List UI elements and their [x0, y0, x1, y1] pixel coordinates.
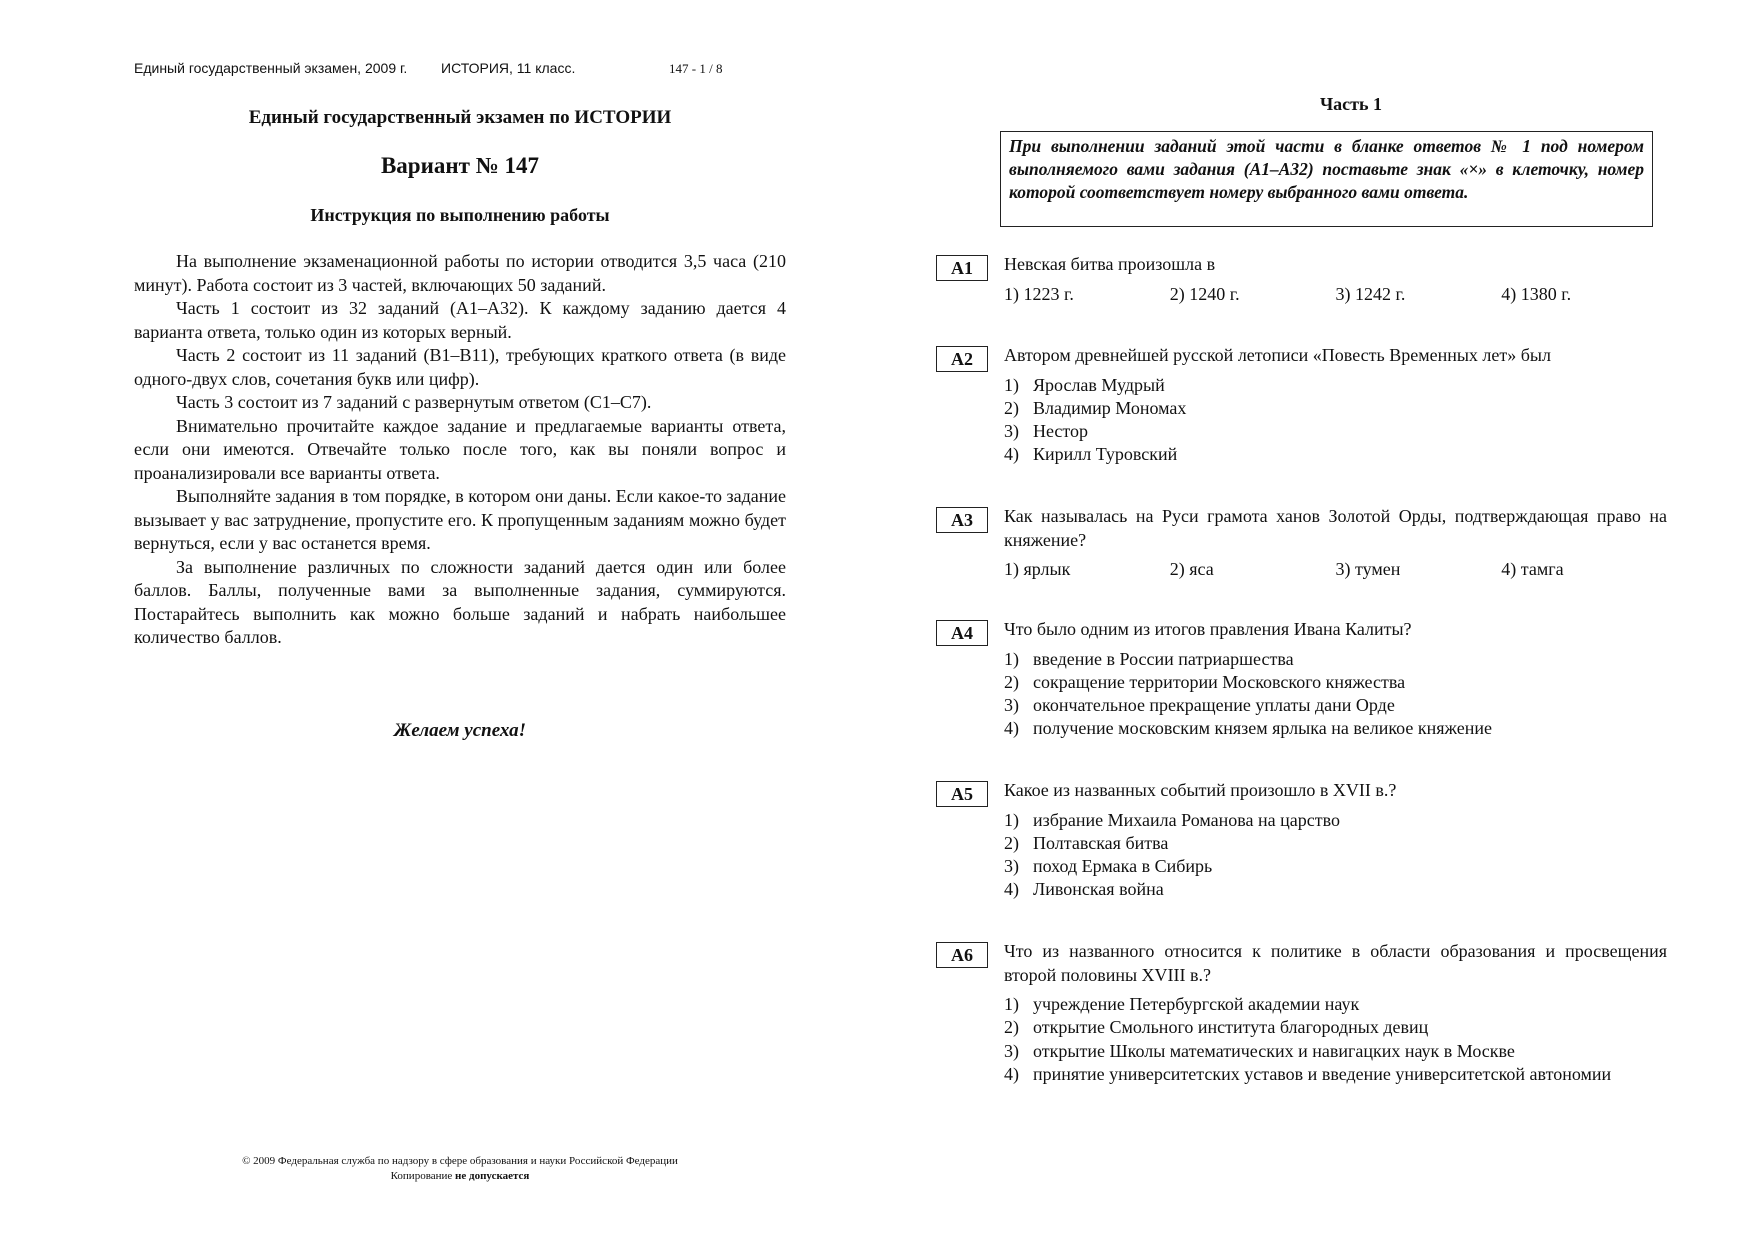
instruction-paragraph: На выполнение экзаменационной работы по истории отводится 3,5 часа (210 минут). Работа состоит из 3 частей, включающих 50 заданий. [134, 251, 786, 295]
task-option: 2) 1240 г. [1169, 283, 1240, 304]
task-option: 4) получение московским князем ярлыка на великое княжение [1004, 718, 1492, 739]
task-label: А5 [936, 781, 988, 807]
task-option: 1) 1223 г. [1004, 283, 1074, 304]
instruction-paragraph: Часть 3 состоит из 7 заданий с развернутым ответом (С1–С7). [176, 392, 652, 412]
task-options [1004, 558, 1667, 581]
instruction-text [134, 250, 786, 650]
part-title: Часть 1 [1319, 94, 1383, 114]
task-label: А6 [936, 942, 988, 968]
task-question: Что из названного относится к политике в области образования и просвещения второй половины XVIII в.? [1004, 941, 1667, 985]
task-option: 1) введение в России патриаршества [1004, 648, 1294, 669]
task-options [1004, 374, 1667, 467]
footer [134, 1154, 786, 1184]
header-exam: Единый государственный экзамен, 2009 г. [134, 60, 408, 76]
task-question: Как называлась на Руси грамота ханов Золотой Орды, подтверждающая право на княжение? [1004, 506, 1667, 550]
instruction-title: Инструкция по выполнению работы [310, 205, 610, 225]
task-option: 3) открытие Школы математических и навигацких наук в Москве [1004, 1040, 1515, 1061]
part-instruction-box: При выполнении заданий этой части в бланке ответов № 1 под номером выполняемого вами задания (А1–А32) поставьте знак «×» в клеточку, номер которой соответствует номеру выбранного вами ответа. [1000, 131, 1653, 227]
task-option: 3) тумен [1335, 559, 1401, 579]
task-question: Что было одним из итогов правления Ивана Калиты? [1004, 619, 1412, 639]
footer-copyright: © 2009 Федеральная служба по надзору в сфере образования и науки Российской Федерации [242, 1155, 678, 1167]
main-title: Единый государственный экзамен по ИСТОРИИ [248, 107, 672, 128]
instruction-paragraph: Выполняйте задания в том порядке, в котором они даны. Если какое-то задание вызывает у вас затруднение, пропустите его. К пропущенным заданиям можно будет вернуться, если у вас останется время. [134, 486, 786, 553]
task-label: А3 [936, 507, 988, 533]
task-option: 4) 1380 г. [1501, 283, 1572, 304]
instruction-paragraph: Часть 1 состоит из 32 заданий (А1–А32). К каждому заданию дается 4 варианта ответа, только один из которых верный. [134, 298, 786, 342]
task-option: 3) окончательное прекращение уплаты дани Орде [1004, 695, 1395, 716]
task-option: 2) яса [1169, 559, 1214, 579]
task-options [1004, 993, 1667, 1086]
task-question: Какое из названных событий произошло в XVII в.? [1004, 780, 1397, 800]
footer-copy-notice [134, 1169, 786, 1184]
task-label: А4 [936, 620, 988, 646]
instruction-paragraph: Внимательно прочитайте каждое задание и предлагаемые варианты ответа, если они имеются. Отвечайте только после того, как вы поняли вопрос и проанализировали все варианты ответа. [134, 415, 786, 483]
task-option: 2) Владимир Мономах [1004, 397, 1187, 418]
task-option: 4) принятие университетских уставов и введение университетской автономии [1004, 1063, 1612, 1084]
task-option: 4) Кирилл Туровский [1004, 444, 1178, 465]
task-option: 3) Нестор [1004, 421, 1089, 442]
variant-title: Вариант № 147 [380, 153, 540, 178]
task-options [1004, 648, 1667, 741]
wish-text: Желаем успеха! [393, 720, 527, 741]
header-page-number: 147 - 1 / 8 [669, 61, 723, 76]
task-options [1004, 283, 1667, 306]
task-label: А1 [936, 255, 988, 281]
instruction-paragraph: За выполнение различных по сложности заданий дается один или более баллов. Баллы, полученные вами за выполненные задания, суммируются. Постарайтесь выполнить как можно больше заданий и набрать наибольшее количество баллов. [134, 556, 786, 647]
footer-copy-bold: не допускается [455, 1170, 530, 1182]
task-question: Невская битва произошла в [1004, 254, 1216, 274]
task-option: 1) ярлык [1004, 559, 1071, 579]
task-option: 2) сокращение территории Московского княжества [1004, 671, 1406, 692]
instruction-paragraph: Часть 2 состоит из 11 заданий (В1–В11), требующих краткого ответа (в виде одного-двух слов, сочетания букв или цифр). [134, 345, 786, 389]
task-options [1004, 809, 1667, 902]
task-option: 3) 1242 г. [1335, 283, 1406, 304]
task-option: 1) Ярослав Мудрый [1004, 374, 1165, 395]
task-option: 4) тамга [1501, 559, 1564, 579]
task-label: А2 [936, 346, 988, 372]
task-option: 2) Полтавская битва [1004, 832, 1169, 853]
task-option: 4) Ливонская война [1004, 879, 1164, 900]
header-subject: ИСТОРИЯ, 11 класс. [441, 60, 576, 76]
task-option: 1) избрание Михаила Романова на царство [1004, 809, 1340, 830]
task-option: 2) открытие Смольного института благородных девиц [1004, 1017, 1429, 1038]
task-option: 1) учреждение Петербургской академии наук [1004, 994, 1360, 1014]
task-option: 3) поход Ермака в Сибирь [1004, 856, 1213, 877]
footer-copy-label: Копирование [390, 1170, 453, 1182]
task-question: Автором древнейшей русской летописи «Повесть Временных лет» был [1004, 345, 1552, 365]
